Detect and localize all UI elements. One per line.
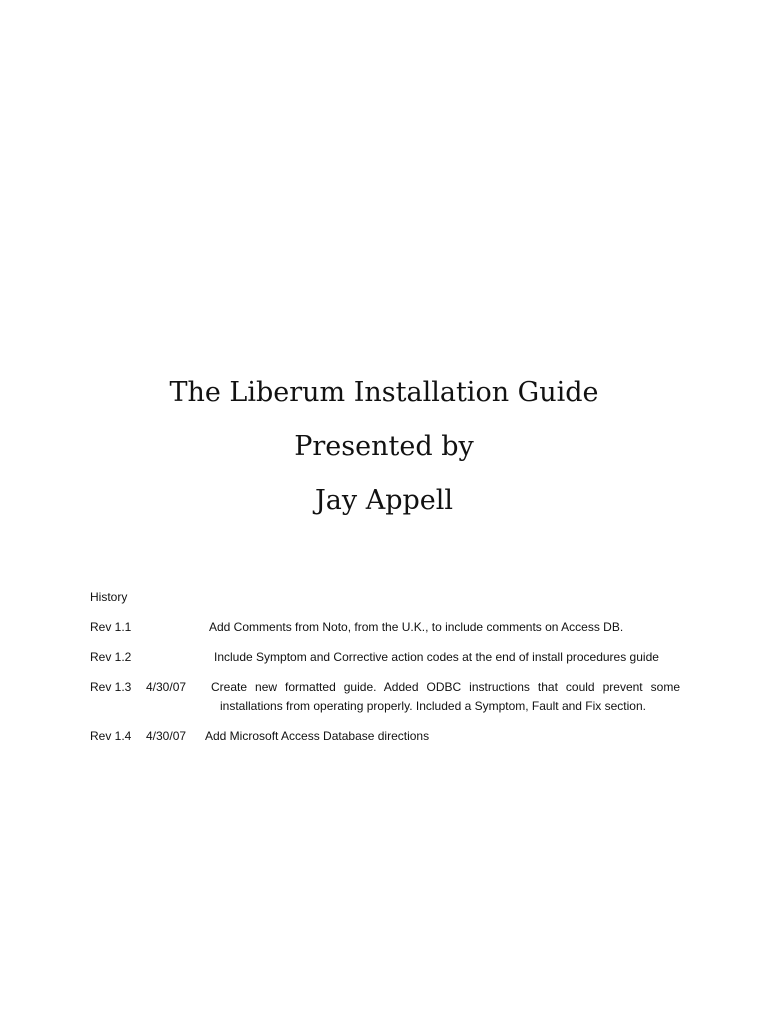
history-section	[90, 588, 680, 757]
revision-description: Include Symptom and Corrective action codes at the end of install procedures guide	[214, 650, 659, 664]
presented-by-line: Presented by	[294, 431, 474, 462]
revision-number: Rev 1.4	[90, 729, 132, 743]
revision-row	[90, 727, 680, 746]
revision-date: 4/30/07	[146, 729, 187, 743]
revision-row	[90, 678, 680, 716]
revision-description: Create new formatted guide. Added ODBC instructions that could prevent some installations from operating properly. Included a Symptom, Fault and Fix section.	[211, 680, 680, 713]
author-name: Jay Appell	[314, 485, 454, 516]
revision-number: Rev 1.1	[90, 620, 132, 634]
revision-row	[90, 618, 680, 637]
revision-description: Add Comments from Noto, from the U.K., to include comments on Access DB.	[209, 620, 624, 634]
revision-description: Add Microsoft Access Database directions	[205, 729, 430, 743]
title-block	[0, 366, 768, 528]
revision-number: Rev 1.3	[90, 680, 132, 694]
document-title: The Liberum Installation Guide	[169, 377, 599, 408]
history-heading: History	[90, 590, 128, 604]
revision-row	[90, 648, 680, 667]
revision-date: 4/30/07	[146, 680, 187, 694]
revision-number: Rev 1.2	[90, 650, 132, 664]
